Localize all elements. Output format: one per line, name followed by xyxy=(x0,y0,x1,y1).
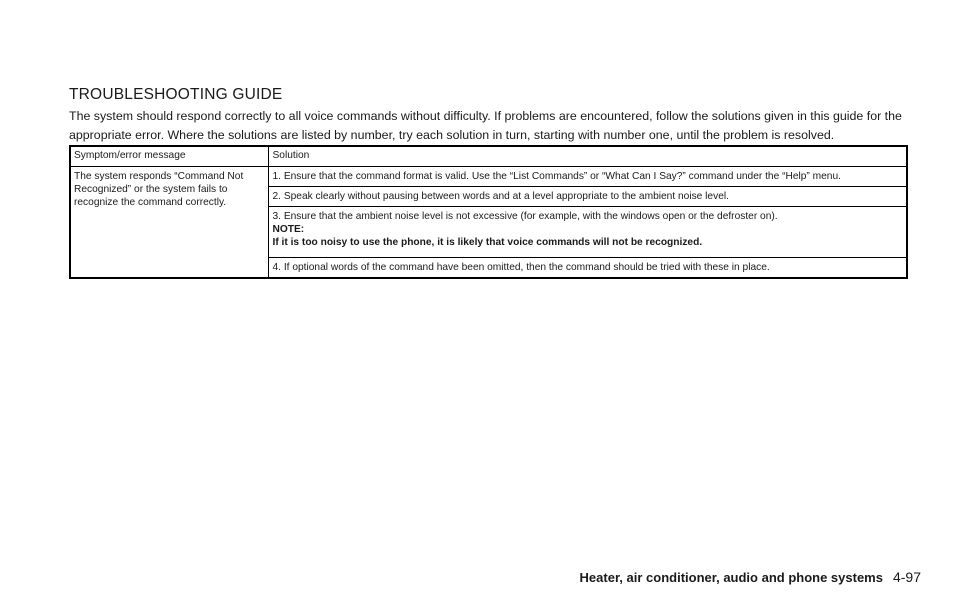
solution-3-cell xyxy=(268,207,907,258)
page-footer xyxy=(580,569,921,585)
section-title: TROUBLESHOOTING GUIDE xyxy=(69,86,283,103)
intro-paragraph: The system should respond correctly to all voice commands without difficulty. If problems are encountered, follow the solutions given in this guide for the appropriate error. Where the solutions are listed by number, try each solution in turn, starting with number one, until the problem is resolved. xyxy=(69,109,902,142)
table-header-row xyxy=(70,146,907,167)
header-symptom: Symptom/error message xyxy=(74,150,186,161)
note-label: NOTE: xyxy=(272,224,305,235)
footer-section-name: Heater, air conditioner, audio and phone systems xyxy=(579,570,883,585)
page-number: 4-97 xyxy=(892,569,921,585)
solution-2: 2. Speak clearly without pausing between words and at a level appropriate to the ambient noise level. xyxy=(268,187,907,207)
header-solution: Solution xyxy=(268,146,907,167)
symptom-cell: The system responds “Command Not Recognized” or the system fails to recognize the command correctly. xyxy=(70,167,268,279)
note-text: If it is too noisy to use the phone, it is likely that voice commands will not be recognized. xyxy=(272,237,703,248)
solution-4: 4. If optional words of the command have been omitted, then the command should be tried with these in place. xyxy=(268,258,907,279)
solution-1: 1. Ensure that the command format is valid. Use the “List Commands” or “What Can I Say?” command under the “Help” menu. xyxy=(268,167,907,187)
table-row xyxy=(70,167,907,187)
solution-3: 3. Ensure that the ambient noise level is not excessive (for example, with the windows open or the defroster on). xyxy=(272,211,778,222)
troubleshooting-table xyxy=(69,145,908,279)
